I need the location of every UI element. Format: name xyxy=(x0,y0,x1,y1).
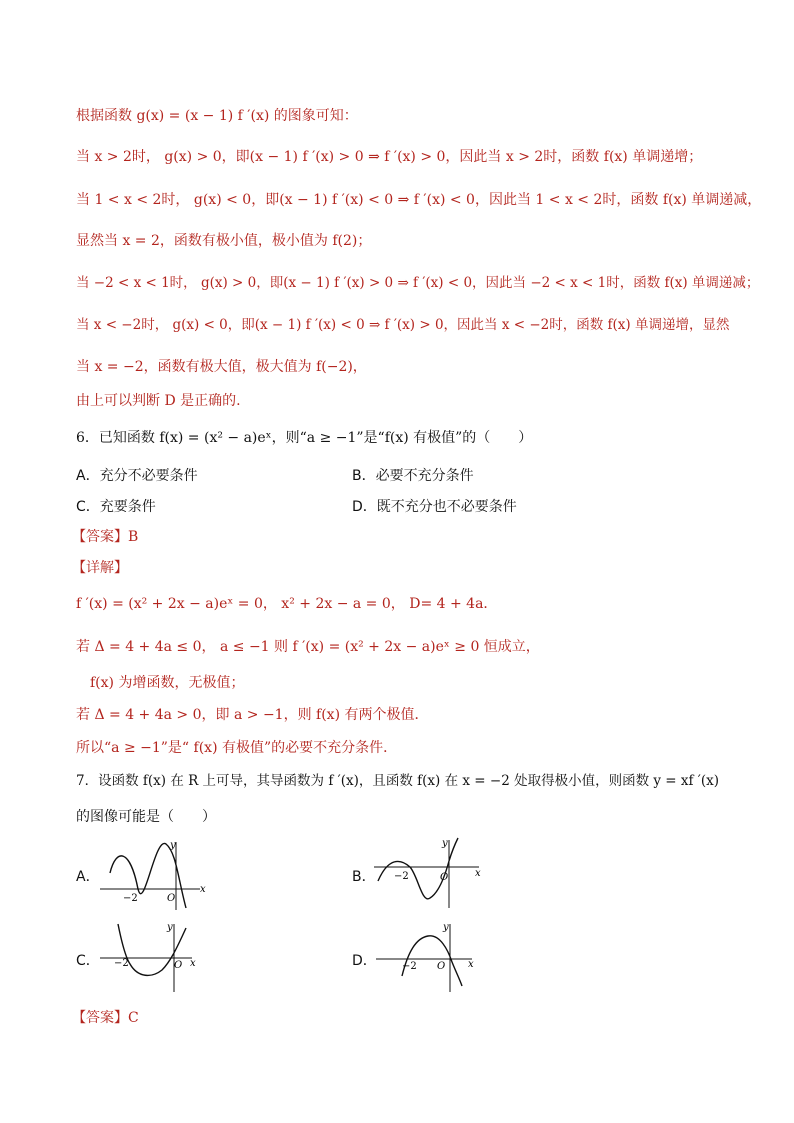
q6-detail-line-5: 所以“a ≥ −1”是“ f(x) 有极值”的必要不充分条件． xyxy=(76,740,398,756)
q6-answer xyxy=(72,527,138,547)
q6-detail-label xyxy=(72,558,128,578)
q6-option-a: A．充分不必要条件 xyxy=(76,468,198,484)
tick-label: −2 xyxy=(394,871,409,882)
q6-option-c: C．充要条件 xyxy=(76,499,156,515)
solution-line-2: 当 x > 2时， g(x) > 0，即(x − 1) f ′(x) > 0 ⇒ f ′(x) > 0，因此当 x > 2时，函数 f(x) 单调递增； xyxy=(76,149,703,165)
graph-a xyxy=(100,838,210,913)
solution-line-8: 由上可以判断 D 是正确的. xyxy=(76,393,241,409)
q6-detail-line-4: 若 Δ = 4 + 4a > 0，即 a > −1，则 f(x) 有两个极值． xyxy=(76,707,429,723)
tick-label: −2 xyxy=(123,893,138,904)
graph-c xyxy=(100,920,210,995)
graph-d xyxy=(376,920,488,995)
x-axis-label: x xyxy=(190,958,196,969)
solution-line-4: 显然当 x = 2，函数有极小值，极小值为 f(2)； xyxy=(76,233,372,249)
answer-value: B xyxy=(128,529,139,545)
origin-label: O xyxy=(440,872,449,883)
q6-detail-line-3: f(x) 为增函数，无极值； xyxy=(90,675,245,691)
tick-label: −2 xyxy=(114,958,129,969)
solution-line-7: 当 x = −2，函数有极大值，极大值为 f(−2)， xyxy=(76,359,367,375)
x-axis-label: x xyxy=(200,884,206,895)
detail-label: 【详解】 xyxy=(72,560,128,576)
origin-label: O xyxy=(167,893,176,904)
q7-answer xyxy=(72,1008,139,1028)
question-7-stem-line-2: 的图像可能是（ ） xyxy=(76,809,216,825)
q7-option-d-label: D． xyxy=(352,953,377,969)
solution-line-6: 当 x < −2时， g(x) < 0，即(x − 1) f ′(x) < 0 ⇒ f ′(x) > 0，因此当 x < −2时，函数 f(x) 单调递增，显然 xyxy=(76,317,730,333)
answer-value: C xyxy=(128,1010,139,1026)
answer-label: 【答案】 xyxy=(72,529,128,545)
graph-b xyxy=(374,836,489,911)
q6-option-b: B．必要不充分条件 xyxy=(352,468,474,484)
q7-option-a-label: A． xyxy=(76,869,100,885)
q7-option-c-label: C． xyxy=(76,953,100,969)
q6-detail-line-1: f ′(x) = (x² + 2x − a)eˣ = 0， x² + 2x − a = 0， D= 4 + 4a． xyxy=(76,596,498,612)
y-axis-label: y xyxy=(167,922,173,933)
origin-label: O xyxy=(437,961,446,972)
question-6-stem: 6．已知函数 f(x) = (x² − a)eˣ，则“a ≥ −1”是“f(x) 有极值”的（ ） xyxy=(76,430,533,446)
y-axis-label: y xyxy=(443,922,449,933)
question-7-stem-line-1: 7．设函数 f(x) 在 R 上可导，其导函数为 f ′(x)，且函数 f(x) 在 x = −2 处取得极小值，则函数 y = xf ′(x) xyxy=(76,773,719,789)
y-axis-label: y xyxy=(170,840,176,851)
x-axis-label: x xyxy=(468,959,474,970)
solution-line-5: 当 −2 < x < 1时， g(x) > 0，即(x − 1) f ′(x) > 0 ⇒ f ′(x) < 0，因此当 −2 < x < 1时，函数 f(x) 单调递减； xyxy=(76,275,760,291)
solution-line-3: 当 1 < x < 2时， g(x) < 0，即(x − 1) f ′(x) < 0 ⇒ f ′(x) < 0，因此当 1 < x < 2时，函数 f(x) 单调递减， xyxy=(76,192,762,208)
answer-label: 【答案】 xyxy=(72,1010,128,1026)
x-axis-label: x xyxy=(475,868,481,879)
q7-option-b-label: B． xyxy=(352,869,376,885)
y-axis-label: y xyxy=(442,838,448,849)
origin-label: O xyxy=(174,960,183,971)
q6-option-d: D．既不充分也不必要条件 xyxy=(352,499,517,515)
solution-line-1: 根据函数 g(x) = (x − 1) f ′(x) 的图象可知： xyxy=(76,108,358,124)
tick-label: −2 xyxy=(402,961,417,972)
q6-detail-line-2: 若 Δ = 4 + 4a ≤ 0， a ≤ −1 则 f ′(x) = (x² + 2x − a)eˣ ≥ 0 恒成立， xyxy=(76,639,540,655)
